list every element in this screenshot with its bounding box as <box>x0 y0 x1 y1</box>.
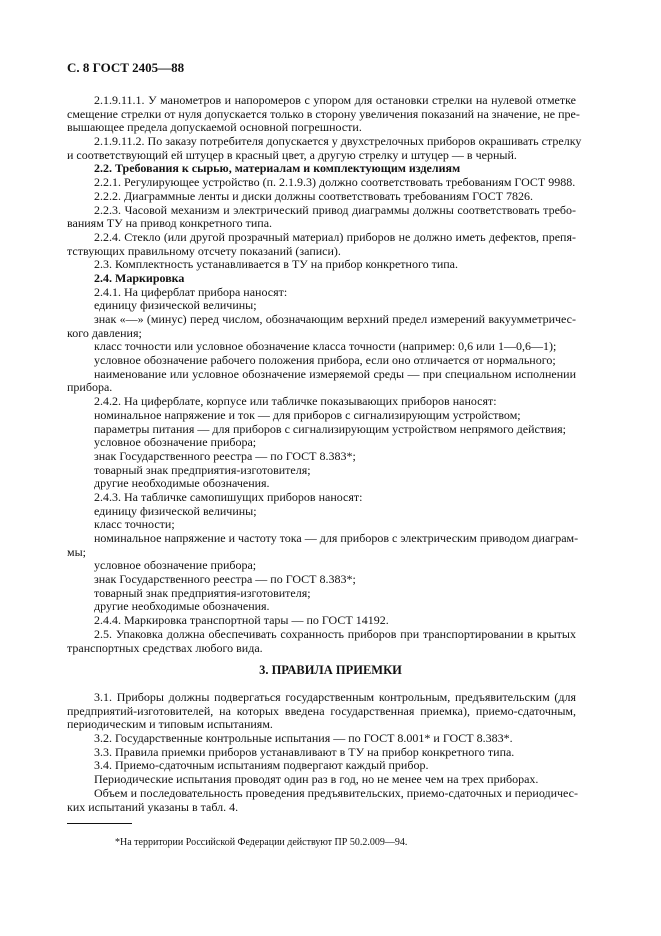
text-line: единицу физической величины; <box>94 503 257 518</box>
text-line: вышающее предела допускаемой основной погрешности. <box>67 120 362 135</box>
text-line: знак Государственного реестра — по ГОСТ 8.383*; <box>94 572 356 587</box>
text-line: 2.4.2. На циферблате, корпусе или табличке показывающих приборов наносят: <box>94 394 497 409</box>
text-line: Объем и последовательность проведения предъявительских, приемо-сдаточных и периодичес- <box>94 785 579 800</box>
text-line: 2.4.3. На табличке самопишущих приборов наносят: <box>94 489 363 504</box>
text-line: 2.2.1. Регулирующее устройство (п. 2.1.9.3) должно соответствовать требованиям ГОСТ 9988. <box>94 175 576 190</box>
subsection-heading: 2.2. Требования к сырью, материалам и комплектующим изделиям <box>94 161 461 176</box>
text-line: 2.3. Комплектность устанавливается в ТУ на прибор конкретного типа. <box>94 257 458 272</box>
text-line: товарный знак предприятия-изготовителя; <box>94 585 311 600</box>
footnote-divider <box>67 823 132 824</box>
text-line: Периодические испытания проводят один раз в год, но не менее чем на трех приборах. <box>94 772 539 787</box>
text-line: знак «—» (минус) перед числом, обозначающим верхний предел измерений вакуумметричес- <box>94 312 576 326</box>
footnote: *На территории Российской Федерации действуют ПР 50.2.009—94. <box>115 837 408 848</box>
text-line: условное обозначение прибора; <box>94 558 257 573</box>
text-line: номинальное напряжение и частоту тока — для приборов с электрическим приводом диаграм- <box>94 531 579 545</box>
text-line: и соответствующий ей штуцер в красный цвет, а другую стрелку и штуцер — в черный. <box>67 147 517 162</box>
text-line: наименование или условное обозначение измеряемой среды — при специальном исполнении <box>94 366 576 381</box>
text-line: мы; <box>67 544 86 559</box>
text-line: транспортных средствах любого вида. <box>67 640 263 655</box>
subsection-heading: 2.4. Маркировка <box>94 270 185 285</box>
text-line: условное обозначение прибора; <box>94 435 257 450</box>
text-line: 2.4.4. Маркировка транспортной тары — по ГОСТ 14192. <box>94 613 389 628</box>
text-line: параметры питания — для приборов с сигнализирующим устройством непрямого действия; <box>94 421 567 436</box>
text-line: прибора. <box>67 380 113 395</box>
text-line: 2.4.1. На циферблат прибора наносят: <box>94 284 288 299</box>
section-3-text <box>67 690 579 814</box>
text-line: 2.1.9.11.2. По заказу потребителя допускается у двухстрелочных приборов окрашивать стрелку <box>94 134 582 149</box>
text-line: единицу физической величины; <box>94 298 257 313</box>
section-3-heading: 3. ПРАВИЛА ПРИЕМКИ <box>259 663 402 677</box>
text-line: 2.1.9.11.1. У манометров и напоромеров с упором для остановки стрелки на нулевой отметке <box>94 93 576 107</box>
text-line: смещение стрелки от нуля допускается только в сторону увеличения показаний на значение, не пре- <box>67 106 580 121</box>
text-line: 2.5. Упаковка должна обеспечивать сохранность приборов при транспортировании в крытых <box>94 626 576 641</box>
text-line: 3.1. Приборы должны подвергаться государственным контрольным, предъявительским (для <box>94 690 576 704</box>
text-line: ких испытаний указаны в табл. 4. <box>67 799 239 814</box>
text-line: 3.3. Правила приемки приборов устанавливают в ТУ на прибор конкретного типа. <box>94 744 515 759</box>
text-line: другие необходимые обозначения. <box>94 476 270 491</box>
text-line: класс точности; <box>94 517 175 532</box>
text-line: тствующих правильному отсчету показаний (записи). <box>67 243 341 258</box>
text-line: класс точности или условное обозначение класса точности (например: 0,6 или 1—0,6—1); <box>94 339 557 354</box>
text-line: кого давления; <box>67 325 142 340</box>
text-line: товарный знак предприятия-изготовителя; <box>94 462 311 477</box>
text-line: 2.2.3. Часовой механизм и электрический привод диаграммы должны соответствовать требо- <box>94 202 576 217</box>
text-line: номинальное напряжение и ток — для приборов с сигнализирующим устройством; <box>94 407 521 422</box>
text-line: 3.2. Государственные контрольные испытания — по ГОСТ 8.001* и ГОСТ 8.383*. <box>94 731 513 746</box>
text-line: 2.2.2. Диаграммные ленты и диски должны соответствовать требованиям ГОСТ 7826. <box>94 188 533 203</box>
text-line: знак Государственного реестра — по ГОСТ 8.383*; <box>94 448 356 463</box>
text-line: другие необходимые обозначения. <box>94 599 270 614</box>
section-2-text <box>67 93 582 655</box>
text-line: 3.4. Приемо-сдаточным испытаниям подвергают каждый прибор. <box>94 758 429 773</box>
page-header: С. 8 ГОСТ 2405—88 <box>67 60 185 75</box>
text-line: 2.2.4. Стекло (или другой прозрачный материал) приборов не должно иметь дефектов, препя- <box>94 229 576 244</box>
text-line: условное обозначение рабочего положения прибора, если оно отличается от нормального; <box>94 353 556 368</box>
text-line: ваниям ТУ на привод конкретного типа. <box>67 216 273 231</box>
text-line: периодическим и типовым испытаниям. <box>67 717 273 732</box>
text-line: предприятий-изготовителей, на которых введена государственная приемка), приемо-сдаточным, <box>67 703 576 718</box>
